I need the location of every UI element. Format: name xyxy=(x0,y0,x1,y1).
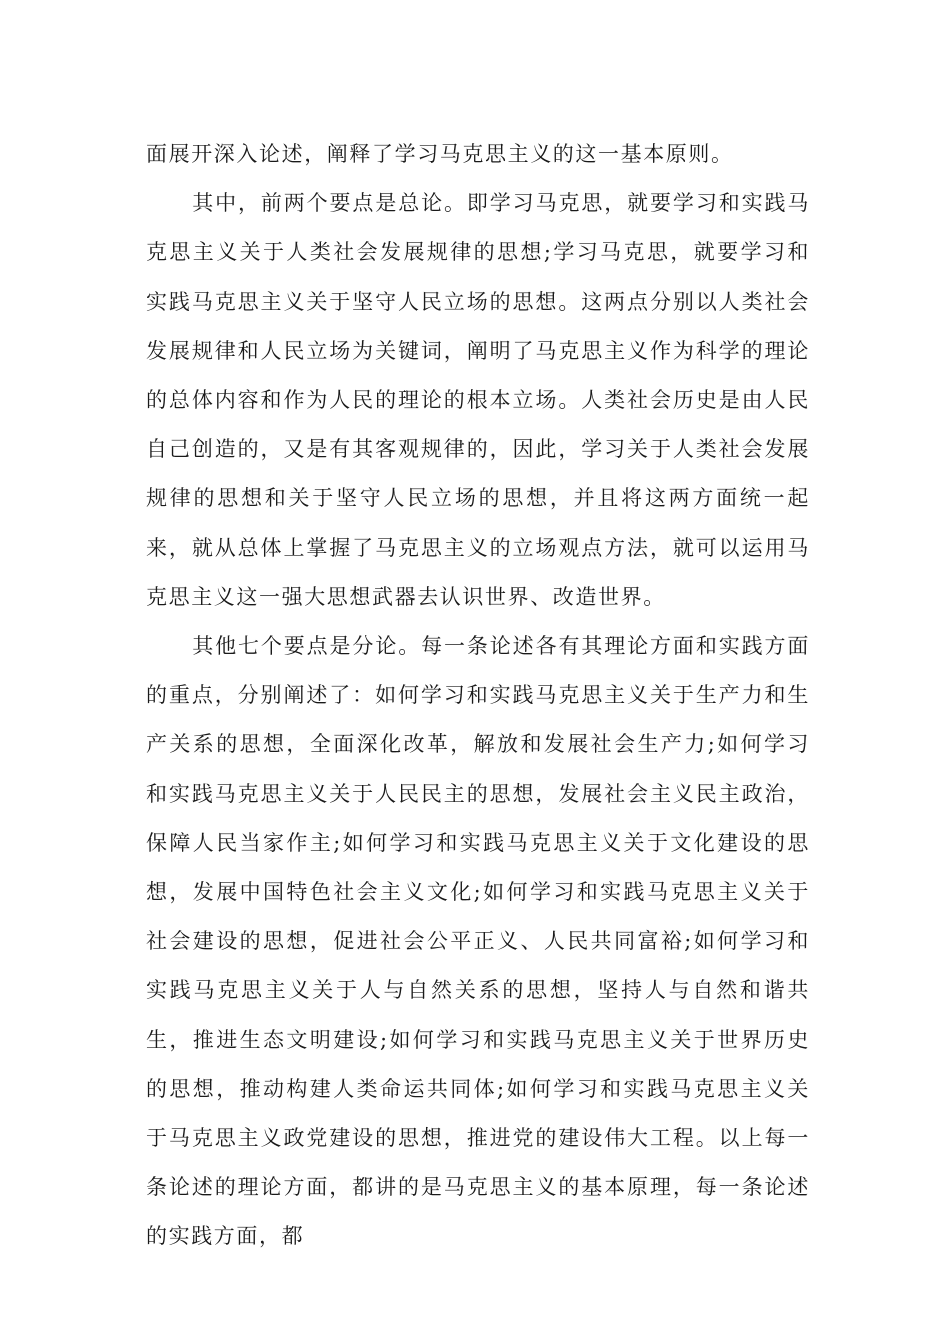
body-text xyxy=(146,130,810,1262)
paragraph-1: 面展开深入论述，阐释了学习马克思主义的这一基本原则。 xyxy=(146,142,734,166)
paragraph-2: 其中，前两个要点是总论。即学习马克思，就要学习和实践马克思主义关于人类社会发展规律的思想;学习马克思，就要学习和实践马克思主义关于坚守人民立场的思想。这两点分别以人类社会发展规律和人民立场为关键词，阐明了马克思主义作为科学的理论的总体内容和作为人民的理论的根本立场。人类社会历史是由人民自己创造的，又是有其客观规律的，因此，学习关于人类社会发展规律的思想和关于坚守人民立场的思想，并且将这两方面统一起来，就从总体上掌握了马克思主义的立场观点方法，就可以运用马克思主义这一强大思想武器去认识世界、改造世界。 xyxy=(146,191,810,609)
paragraph-3: 其他七个要点是分论。每一条论述各有其理论方面和实践方面的重点，分别阐述了：如何学习和实践马克思主义关于生产力和生产关系的思想，全面深化改革，解放和发展社会生产力;如何学习和实践马克思主义关于人民民主的思想，发展社会主义民主政治，保障人民当家作主;如何学习和实践马克思主义关于文化建设的思想，发展中国特色社会主义文化;如何学习和实践马克思主义关于社会建设的思想，促进社会公平正义、人民共同富裕;如何学习和实践马克思主义关于人与自然关系的思想，坚持人与自然和谐共生，推进生态文明建设;如何学习和实践马克思主义关于世界历史的思想，推动构建人类命运共同体;如何学习和实践马克思主义关于马克思主义政党建设的思想，推进党的建设伟大工程。以上每一条论述的理论方面，都讲的是马克思主义的基本原理，每一条论述的实践方面，都 xyxy=(146,634,810,1249)
